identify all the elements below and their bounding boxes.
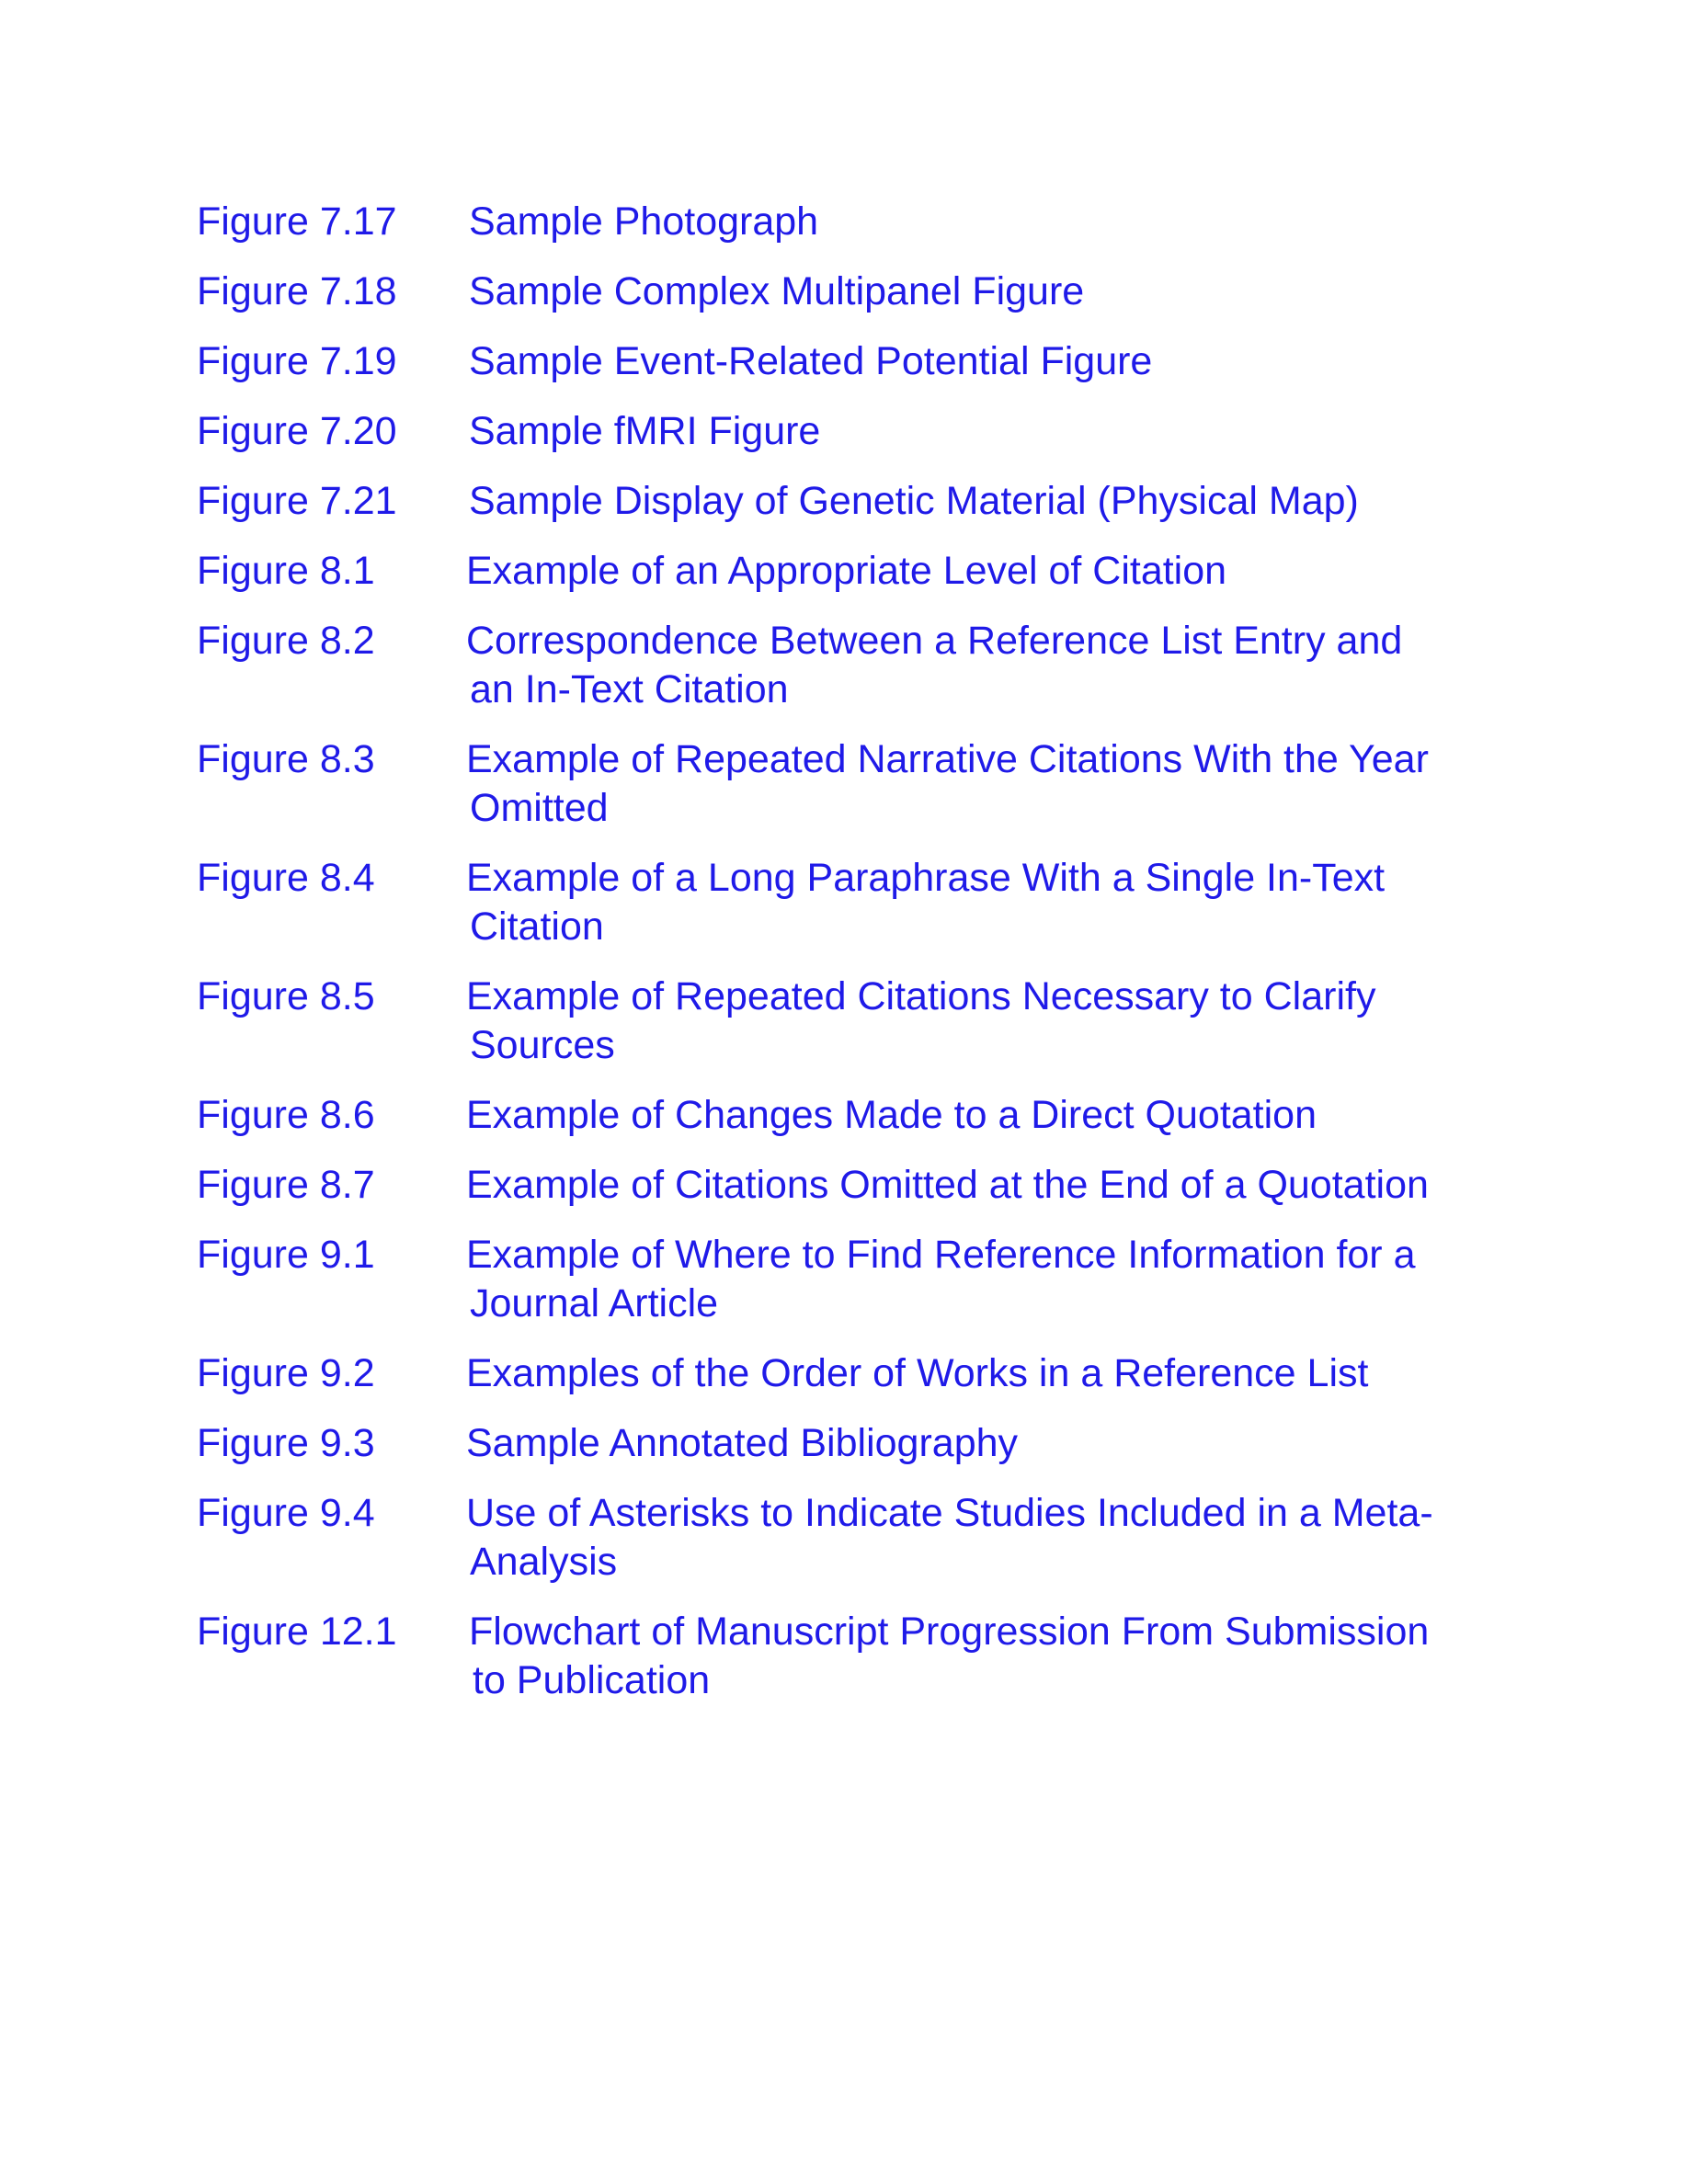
list-item — [197, 1161, 1502, 1210]
figure-number: Figure 8.2 — [197, 619, 375, 663]
figure-title-line: Example of Repeated Citations Necessary to Clarify — [466, 974, 1376, 1018]
figure-title-line: Example of Repeated Narrative Citations With the Year — [466, 737, 1429, 781]
figure-number: Figure 8.1 — [197, 549, 375, 593]
figure-title-line: Example of Where to Find Reference Information for a — [466, 1233, 1416, 1277]
figure-title-line: Use of Asterisks to Indicate Studies Included in a Meta- — [466, 1491, 1433, 1535]
list-item — [197, 1091, 1502, 1140]
figure-title-link[interactable] — [466, 547, 1487, 596]
figure-title-link[interactable] — [466, 1489, 1487, 1587]
list-item — [197, 735, 1502, 833]
figure-number: Figure 9.3 — [197, 1421, 375, 1465]
figure-title-line: Sources — [470, 1023, 615, 1067]
list-item — [197, 1419, 1502, 1468]
list-item — [197, 973, 1502, 1070]
figure-title-line: Journal Article — [470, 1281, 719, 1325]
figure-title-link[interactable] — [469, 267, 1489, 316]
figure-number: Figure 7.19 — [197, 339, 397, 383]
figure-title-line: Sample Event-Related Potential Figure — [469, 339, 1153, 383]
figure-number: Figure 8.7 — [197, 1163, 375, 1207]
figure-title-line: Examples of the Order of Works in a Reference List — [466, 1351, 1369, 1395]
figure-title-link[interactable] — [469, 337, 1489, 386]
list-item — [197, 854, 1502, 951]
figure-title-link[interactable] — [469, 1608, 1489, 1705]
figure-number: Figure 7.20 — [197, 409, 397, 453]
figure-title-line: Sample fMRI Figure — [469, 409, 821, 453]
figure-title-line: Omitted — [470, 786, 609, 830]
figure-title-link[interactable] — [466, 854, 1487, 951]
list-item — [197, 1349, 1502, 1398]
figure-number: Figure 9.4 — [197, 1491, 375, 1535]
figure-number: Figure 9.1 — [197, 1233, 375, 1277]
list-item — [197, 267, 1502, 316]
figure-title-line: to Publication — [473, 1658, 711, 1702]
figure-title-line: Sample Display of Genetic Material (Physical Map) — [469, 479, 1359, 523]
figure-title-link[interactable] — [466, 1091, 1487, 1140]
figure-title-line: Example of Citations Omitted at the End of a Quotation — [466, 1163, 1429, 1207]
figure-title-line: Example of a Long Paraphrase With a Single In-Text — [466, 856, 1386, 900]
figure-number: Figure 7.21 — [197, 479, 397, 523]
figure-title-link[interactable] — [466, 617, 1487, 714]
figure-title-link[interactable] — [469, 198, 1489, 246]
figure-number: Figure 7.18 — [197, 269, 397, 313]
list-item — [197, 547, 1502, 596]
figure-title-link[interactable] — [466, 735, 1487, 833]
figure-number: Figure 8.5 — [197, 974, 375, 1018]
list-item — [197, 1231, 1502, 1328]
figure-title-link[interactable] — [466, 973, 1487, 1070]
figure-title-line: Correspondence Between a Reference List Entry and — [466, 619, 1403, 663]
figure-title-line: Citation — [470, 904, 604, 949]
figure-title-line: Sample Annotated Bibliography — [466, 1421, 1019, 1465]
figure-number: Figure 8.3 — [197, 737, 375, 781]
figure-title-line: Sample Photograph — [469, 199, 819, 244]
figure-title-line: Example of Changes Made to a Direct Quotation — [466, 1093, 1317, 1137]
figure-title-line: an In-Text Citation — [470, 667, 789, 711]
list-item — [197, 477, 1502, 526]
figure-number: Figure 8.6 — [197, 1093, 375, 1137]
list-item — [197, 337, 1502, 386]
list-item — [197, 407, 1502, 456]
figure-title-line: Sample Complex Multipanel Figure — [469, 269, 1085, 313]
list-item — [197, 1608, 1502, 1705]
figure-title-link[interactable] — [469, 407, 1489, 456]
figure-title-line: Analysis — [470, 1540, 618, 1584]
figure-title-link[interactable] — [466, 1161, 1487, 1210]
figure-number: Figure 9.2 — [197, 1351, 375, 1395]
figure-title-link[interactable] — [466, 1231, 1487, 1328]
figure-title-link[interactable] — [469, 477, 1489, 526]
list-of-figures — [197, 198, 1502, 1726]
figure-number: Figure 12.1 — [197, 1610, 397, 1654]
figure-title-line: Flowchart of Manuscript Progression From Submission — [469, 1610, 1430, 1654]
figure-number: Figure 7.17 — [197, 199, 397, 244]
list-item — [197, 1489, 1502, 1587]
list-item — [197, 617, 1502, 714]
figure-title-link[interactable] — [466, 1419, 1487, 1468]
figure-number: Figure 8.4 — [197, 856, 375, 900]
list-item — [197, 198, 1502, 246]
figure-title-line: Example of an Appropriate Level of Citation — [466, 549, 1227, 593]
figure-title-link[interactable] — [466, 1349, 1487, 1398]
